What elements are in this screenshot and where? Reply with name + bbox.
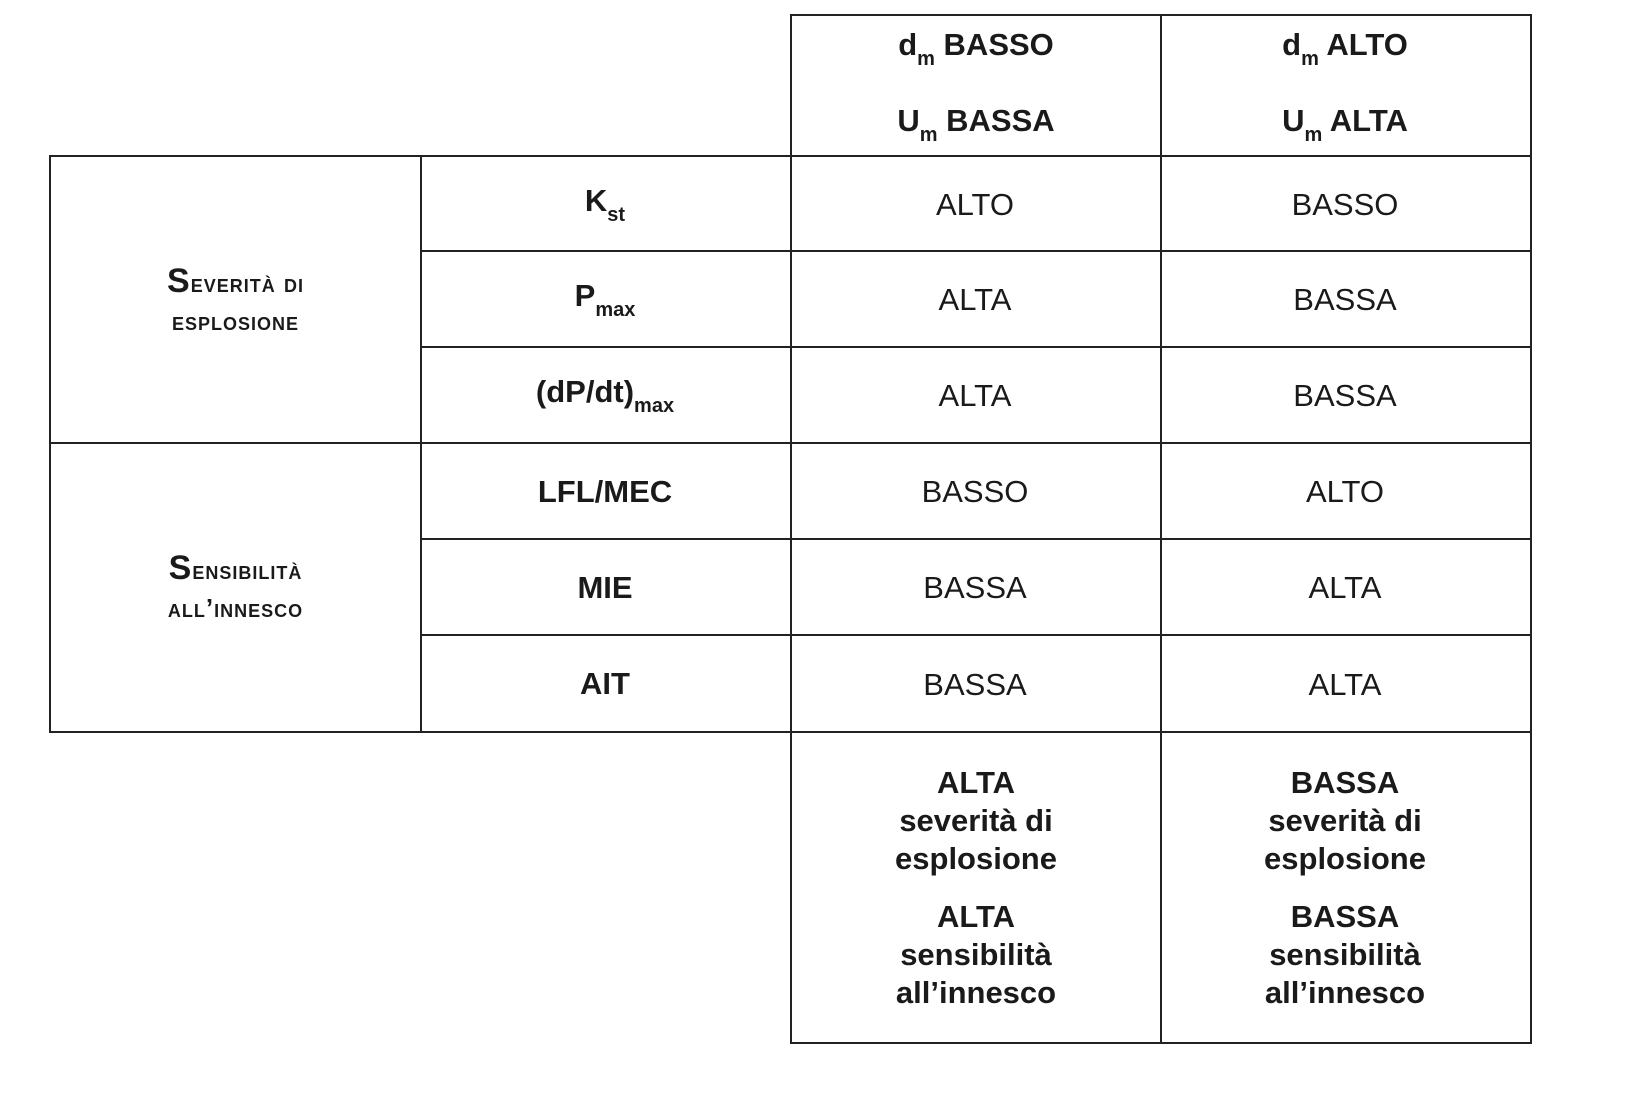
value-cell	[790, 346, 1162, 444]
value-cell	[1160, 538, 1532, 636]
value-high: ALTA	[1308, 570, 1382, 605]
value-cell	[1160, 250, 1532, 348]
summary-sensitivity-line1: sensibilità	[1269, 936, 1421, 972]
param-cell-ait	[420, 634, 792, 733]
group-sensitivity-label	[168, 549, 303, 627]
group-sensitivity-line2: all’innesco	[167, 592, 304, 623]
summary-cell-high	[1160, 731, 1532, 1044]
group-sensitivity-line1: ensibilità	[192, 554, 303, 585]
value-high: ALTO	[1305, 474, 1385, 509]
value-cell	[1160, 634, 1532, 733]
header-cell-low	[790, 14, 1162, 157]
group-severity-initial: S	[167, 261, 191, 300]
value-high: ALTA	[1308, 666, 1382, 702]
group-sensitivity	[49, 442, 422, 733]
value-high: BASSA	[1293, 378, 1397, 413]
param-label: LFL/MEC	[537, 474, 673, 509]
value-cell	[790, 442, 1162, 540]
summary-severity-line1: severità di	[899, 802, 1053, 838]
header-um-subscript: m	[1304, 123, 1323, 146]
header-dm-high	[1282, 26, 1408, 70]
header-cell-high	[1160, 14, 1532, 157]
param-label: AIT	[580, 665, 630, 701]
value-cell	[1160, 155, 1532, 252]
value-high: BASSA	[1293, 282, 1397, 317]
value-low: ALTA	[938, 378, 1012, 413]
header-dm-symbol: d	[1282, 26, 1302, 62]
param-label: MIE	[577, 570, 633, 605]
summary-sensitivity-line1: sensibilità	[900, 936, 1052, 972]
header-um-symbol: U	[897, 102, 920, 138]
header-um-low	[897, 102, 1055, 146]
header-dm-symbol: d	[898, 26, 918, 62]
summary-severity	[1264, 764, 1426, 878]
value-low: BASSO	[921, 474, 1029, 509]
group-severity-label	[167, 262, 304, 340]
group-severity-line1: everità di	[190, 267, 304, 298]
value-cell	[1160, 346, 1532, 444]
summary-sensitivity	[896, 898, 1056, 1012]
param-subscript: max	[595, 299, 636, 321]
value-low: ALTA	[938, 282, 1012, 317]
header-dm-value: ALTO	[1326, 26, 1408, 62]
value-low: BASSA	[923, 666, 1027, 702]
summary-sensitivity-line2: all’innesco	[1264, 974, 1426, 1010]
value-low: BASSA	[923, 570, 1027, 605]
header-dm-subscript: m	[917, 47, 935, 70]
value-cell	[790, 538, 1162, 636]
summary-severity-level: BASSA	[1290, 764, 1400, 800]
summary-cell-low	[790, 731, 1162, 1044]
header-um-value: BASSA	[946, 102, 1055, 138]
param-cell-dpdt	[420, 346, 792, 444]
header-um-symbol: U	[1282, 102, 1305, 138]
summary-severity-level: ALTA	[936, 764, 1016, 800]
header-um-high	[1282, 102, 1408, 146]
header-dm-subscript: m	[1301, 47, 1319, 70]
value-cell	[1160, 442, 1532, 540]
header-dm-low	[898, 26, 1054, 70]
summary-sensitivity	[1265, 898, 1425, 1012]
summary-sensitivity-level: ALTA	[936, 898, 1016, 934]
summary-severity-line2: esplosione	[1264, 840, 1426, 876]
group-severity-line2: esplosione	[171, 305, 300, 336]
param-label	[575, 278, 636, 322]
param-cell-lfl-mec	[420, 442, 792, 540]
param-cell-pmax	[420, 250, 792, 348]
group-severity	[49, 155, 422, 444]
header-um-subscript: m	[919, 123, 938, 146]
param-label	[585, 183, 625, 227]
param-subscript: st	[607, 203, 626, 226]
param-cell-mie	[420, 538, 792, 636]
group-sensitivity-initial: S	[168, 548, 193, 587]
summary-sensitivity-level: BASSA	[1290, 898, 1400, 934]
header-dm-value: BASSO	[943, 26, 1054, 62]
value-low: ALTO	[935, 186, 1015, 222]
param-label	[536, 374, 674, 418]
value-cell	[790, 250, 1162, 348]
value-cell	[790, 634, 1162, 733]
param-cell-kst	[420, 155, 792, 252]
summary-severity	[895, 764, 1057, 878]
param-symbol: P	[574, 278, 596, 313]
summary-severity-line2: esplosione	[895, 840, 1057, 876]
param-symbol: (dP/dt)	[535, 374, 635, 409]
param-symbol: K	[584, 182, 608, 218]
summary-sensitivity-line2: all’innesco	[895, 974, 1057, 1010]
param-subscript: max	[634, 395, 675, 417]
value-cell	[790, 155, 1162, 252]
summary-severity-line1: severità di	[1268, 802, 1422, 838]
value-high: BASSO	[1291, 186, 1399, 222]
header-um-value: ALTA	[1329, 102, 1408, 138]
